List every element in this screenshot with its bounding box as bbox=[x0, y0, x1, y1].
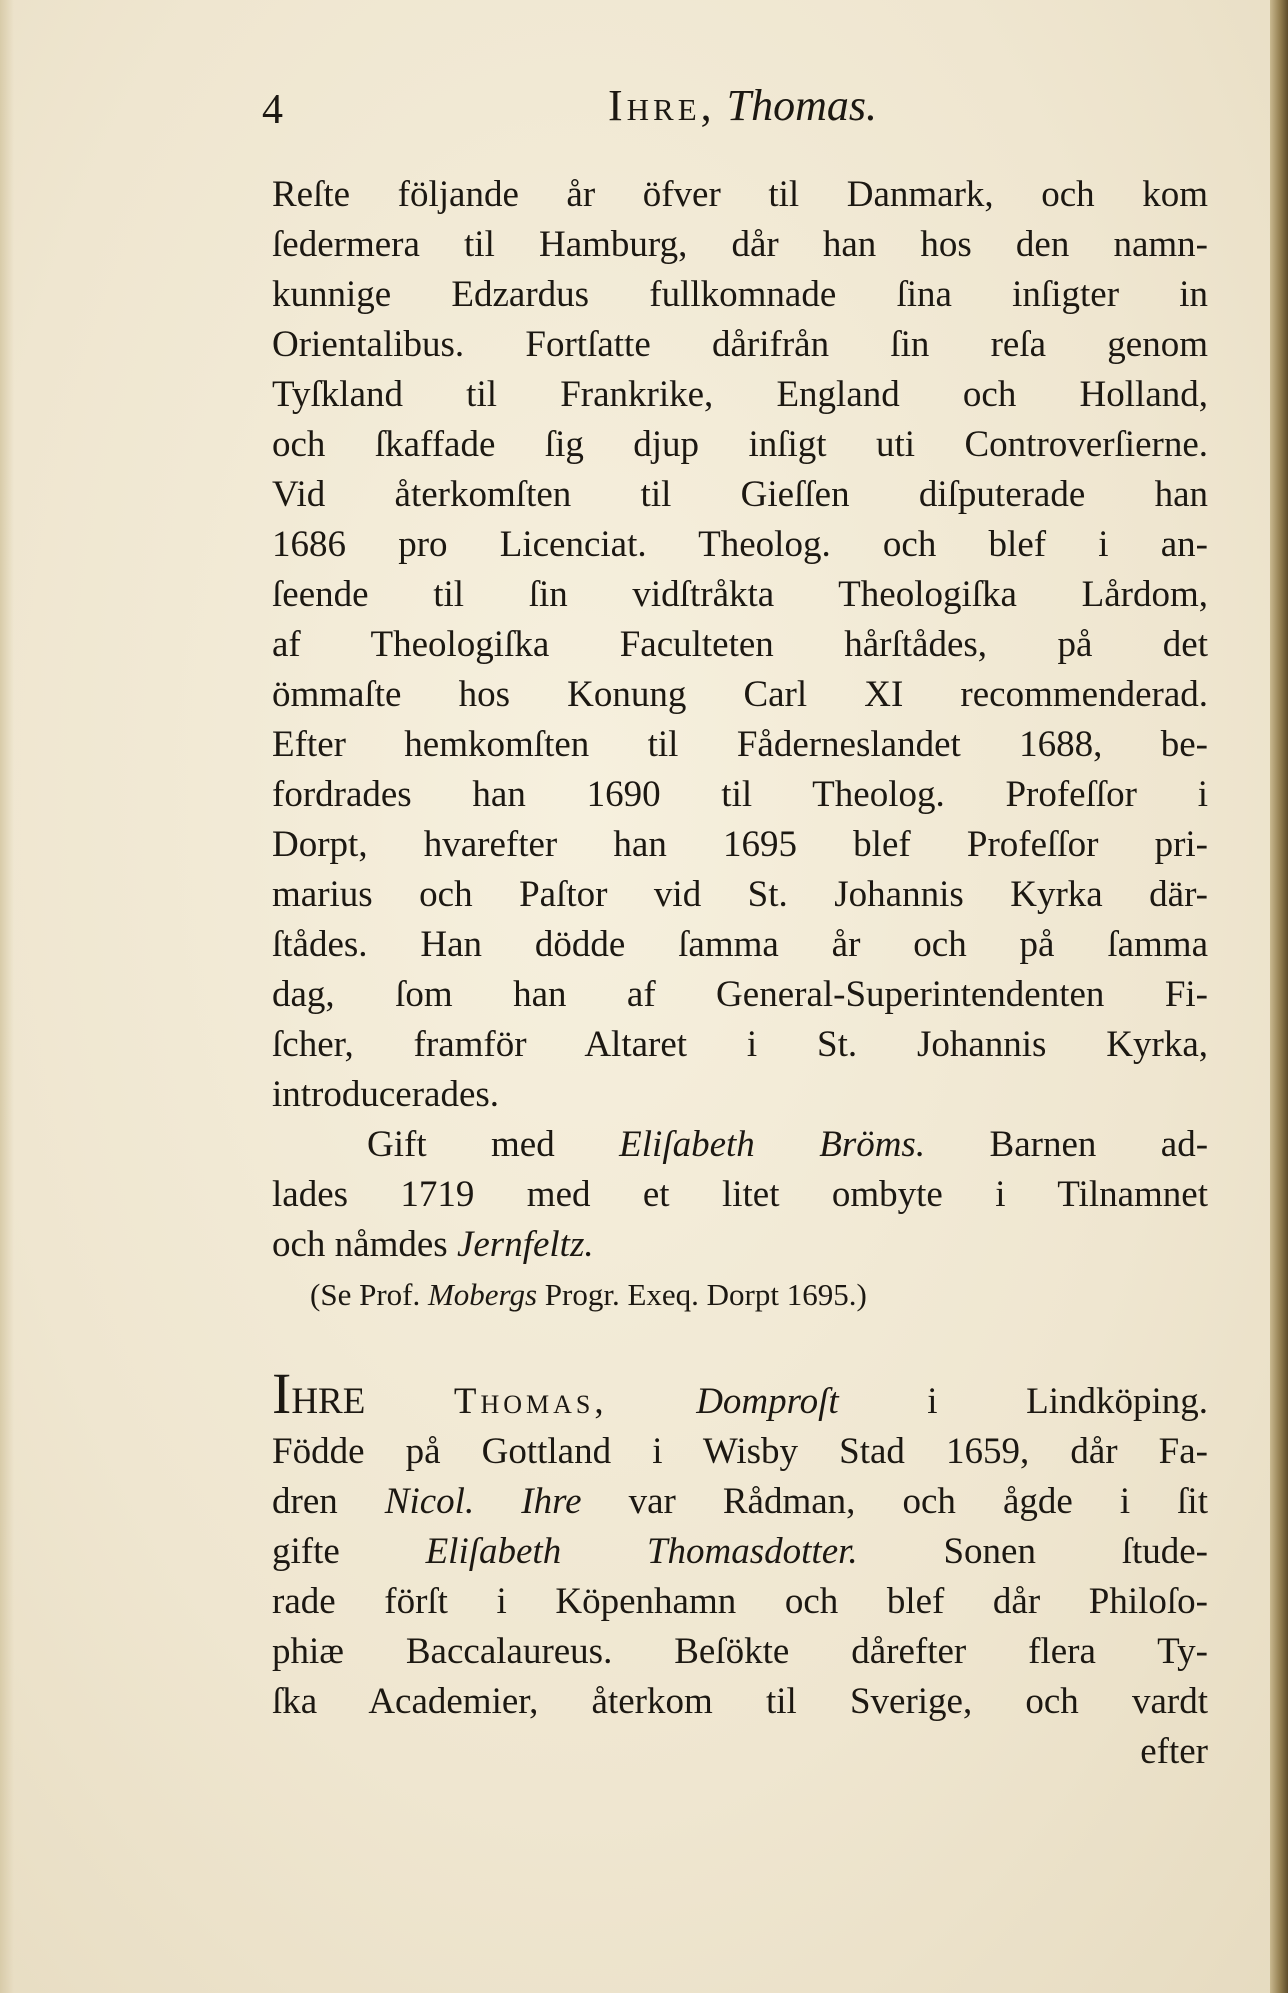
ennoblement-text: och nåmdes bbox=[272, 1224, 448, 1265]
entry-headname bbox=[272, 1361, 366, 1426]
parent-text-cont: var Rådman, och ågde i ſit bbox=[628, 1481, 1208, 1522]
running-head-surname: Ihre, bbox=[608, 81, 716, 130]
surname-rest: HRE bbox=[291, 1381, 366, 1422]
text-line: introducerades. bbox=[272, 1074, 500, 1115]
text-line: marius och Paſtor vid St. Johannis Kyrka där- bbox=[272, 874, 1208, 915]
place: i Lindköping. bbox=[927, 1381, 1208, 1422]
text-line: 1686 pro Licenciat. Theolog. och blef i an- bbox=[272, 524, 1208, 565]
marriage-line bbox=[272, 1120, 1208, 1170]
noble-name: Jernfeltz. bbox=[456, 1224, 594, 1265]
text-line: kunnige Edzardus fullkomnade ſina inſigter in bbox=[272, 274, 1208, 315]
text-line: Dorpt, hvarefter han 1695 blef Profeſſor pri- bbox=[272, 824, 1208, 865]
text-line: rade förſt i Köpenhamn och blef dår Philoſo- bbox=[272, 1581, 1208, 1622]
text-line: dag, ſom han af General-Superintendenten Fi- bbox=[272, 974, 1208, 1015]
father-name: Nicol. Ihre bbox=[384, 1481, 582, 1522]
marriage-text: Gift med bbox=[367, 1124, 555, 1165]
marriage-text-cont: Barnen ad- bbox=[989, 1124, 1209, 1165]
text-line: ömmaſte hos Konung Carl XI recommenderad. bbox=[272, 674, 1208, 715]
text-block bbox=[272, 170, 1208, 1777]
mother-text: gifte bbox=[272, 1531, 340, 1572]
entry-separator bbox=[272, 1320, 1208, 1374]
catchword: efter bbox=[1140, 1731, 1208, 1772]
page-number: 4 bbox=[262, 87, 283, 133]
reference-text-cont: Progr. Exeq. Dorpt 1695.) bbox=[544, 1277, 867, 1312]
text-line: Orientalibus. Fortſatte dårifrån ſin reſa genom bbox=[272, 324, 1208, 365]
given-name: Thomas, bbox=[453, 1381, 608, 1422]
text-line: af Theologiſka Faculteten hårſtådes, på det bbox=[272, 624, 1208, 665]
text-line: Efter hemkomſten til Fåderneslandet 1688, be- bbox=[272, 724, 1208, 765]
text-line: Vid återkomſten til Gieſſen diſputerade han bbox=[272, 474, 1208, 515]
running-head-given-name: Thomas. bbox=[726, 81, 878, 130]
page-edge bbox=[1270, 0, 1288, 1993]
text-line: Tyſkland til Frankrike, England och Holland, bbox=[272, 374, 1208, 415]
text-line: ſtådes. Han dödde ſamma år och på ſamma bbox=[272, 924, 1208, 965]
running-head bbox=[608, 80, 877, 131]
mother-name: Eliſabeth Thomasdotter. bbox=[425, 1531, 858, 1572]
mother-text-cont: Sonen ſtude- bbox=[943, 1531, 1208, 1572]
text-line: ſka Academier, återkom til Sverige, och vardt bbox=[272, 1681, 1208, 1722]
page-gutter-shade bbox=[0, 0, 14, 1993]
text-line: ſeende til ſin vidſtråkta Theologiſka Lårdom, bbox=[272, 574, 1208, 615]
text-line: ſedermera til Hamburg, dår han hos den namn- bbox=[272, 224, 1208, 265]
entry-headline bbox=[272, 1361, 1208, 1427]
entry-ihre-johannes-body bbox=[272, 170, 1208, 1120]
text-line: phiæ Baccalaureus. Beſökte dårefter flera Ty- bbox=[272, 1631, 1208, 1672]
text-line: Födde på Gottland i Wisby Stad 1659, dår Fa- bbox=[272, 1431, 1208, 1472]
parent-line bbox=[272, 1477, 1208, 1527]
reference-author: Mobergs bbox=[427, 1277, 538, 1312]
text-line: fordrades han 1690 til Theolog. Profeſſor i bbox=[272, 774, 1208, 815]
text-line: och ſkaffade ſig djup inſigt uti Controverſierne. bbox=[272, 424, 1208, 465]
text-line: lades 1719 med et litet ombyte i Tilnamnet bbox=[272, 1174, 1208, 1215]
reference-text: (Se Prof. bbox=[310, 1277, 421, 1312]
ennoblement-line bbox=[272, 1220, 1208, 1270]
spouse-name: Eliſabeth Bröms. bbox=[619, 1124, 926, 1165]
text-line: ſcher, framför Altaret i St. Johannis Kyrka, bbox=[272, 1024, 1208, 1065]
title: Domproſt bbox=[696, 1381, 839, 1422]
text-line: Reſte följande år öfver til Danmark, och kom bbox=[272, 174, 1208, 215]
drop-cap: I bbox=[272, 1361, 292, 1426]
mother-line bbox=[272, 1527, 1208, 1577]
parent-text: dren bbox=[272, 1481, 338, 1522]
reference-line bbox=[272, 1270, 1208, 1320]
